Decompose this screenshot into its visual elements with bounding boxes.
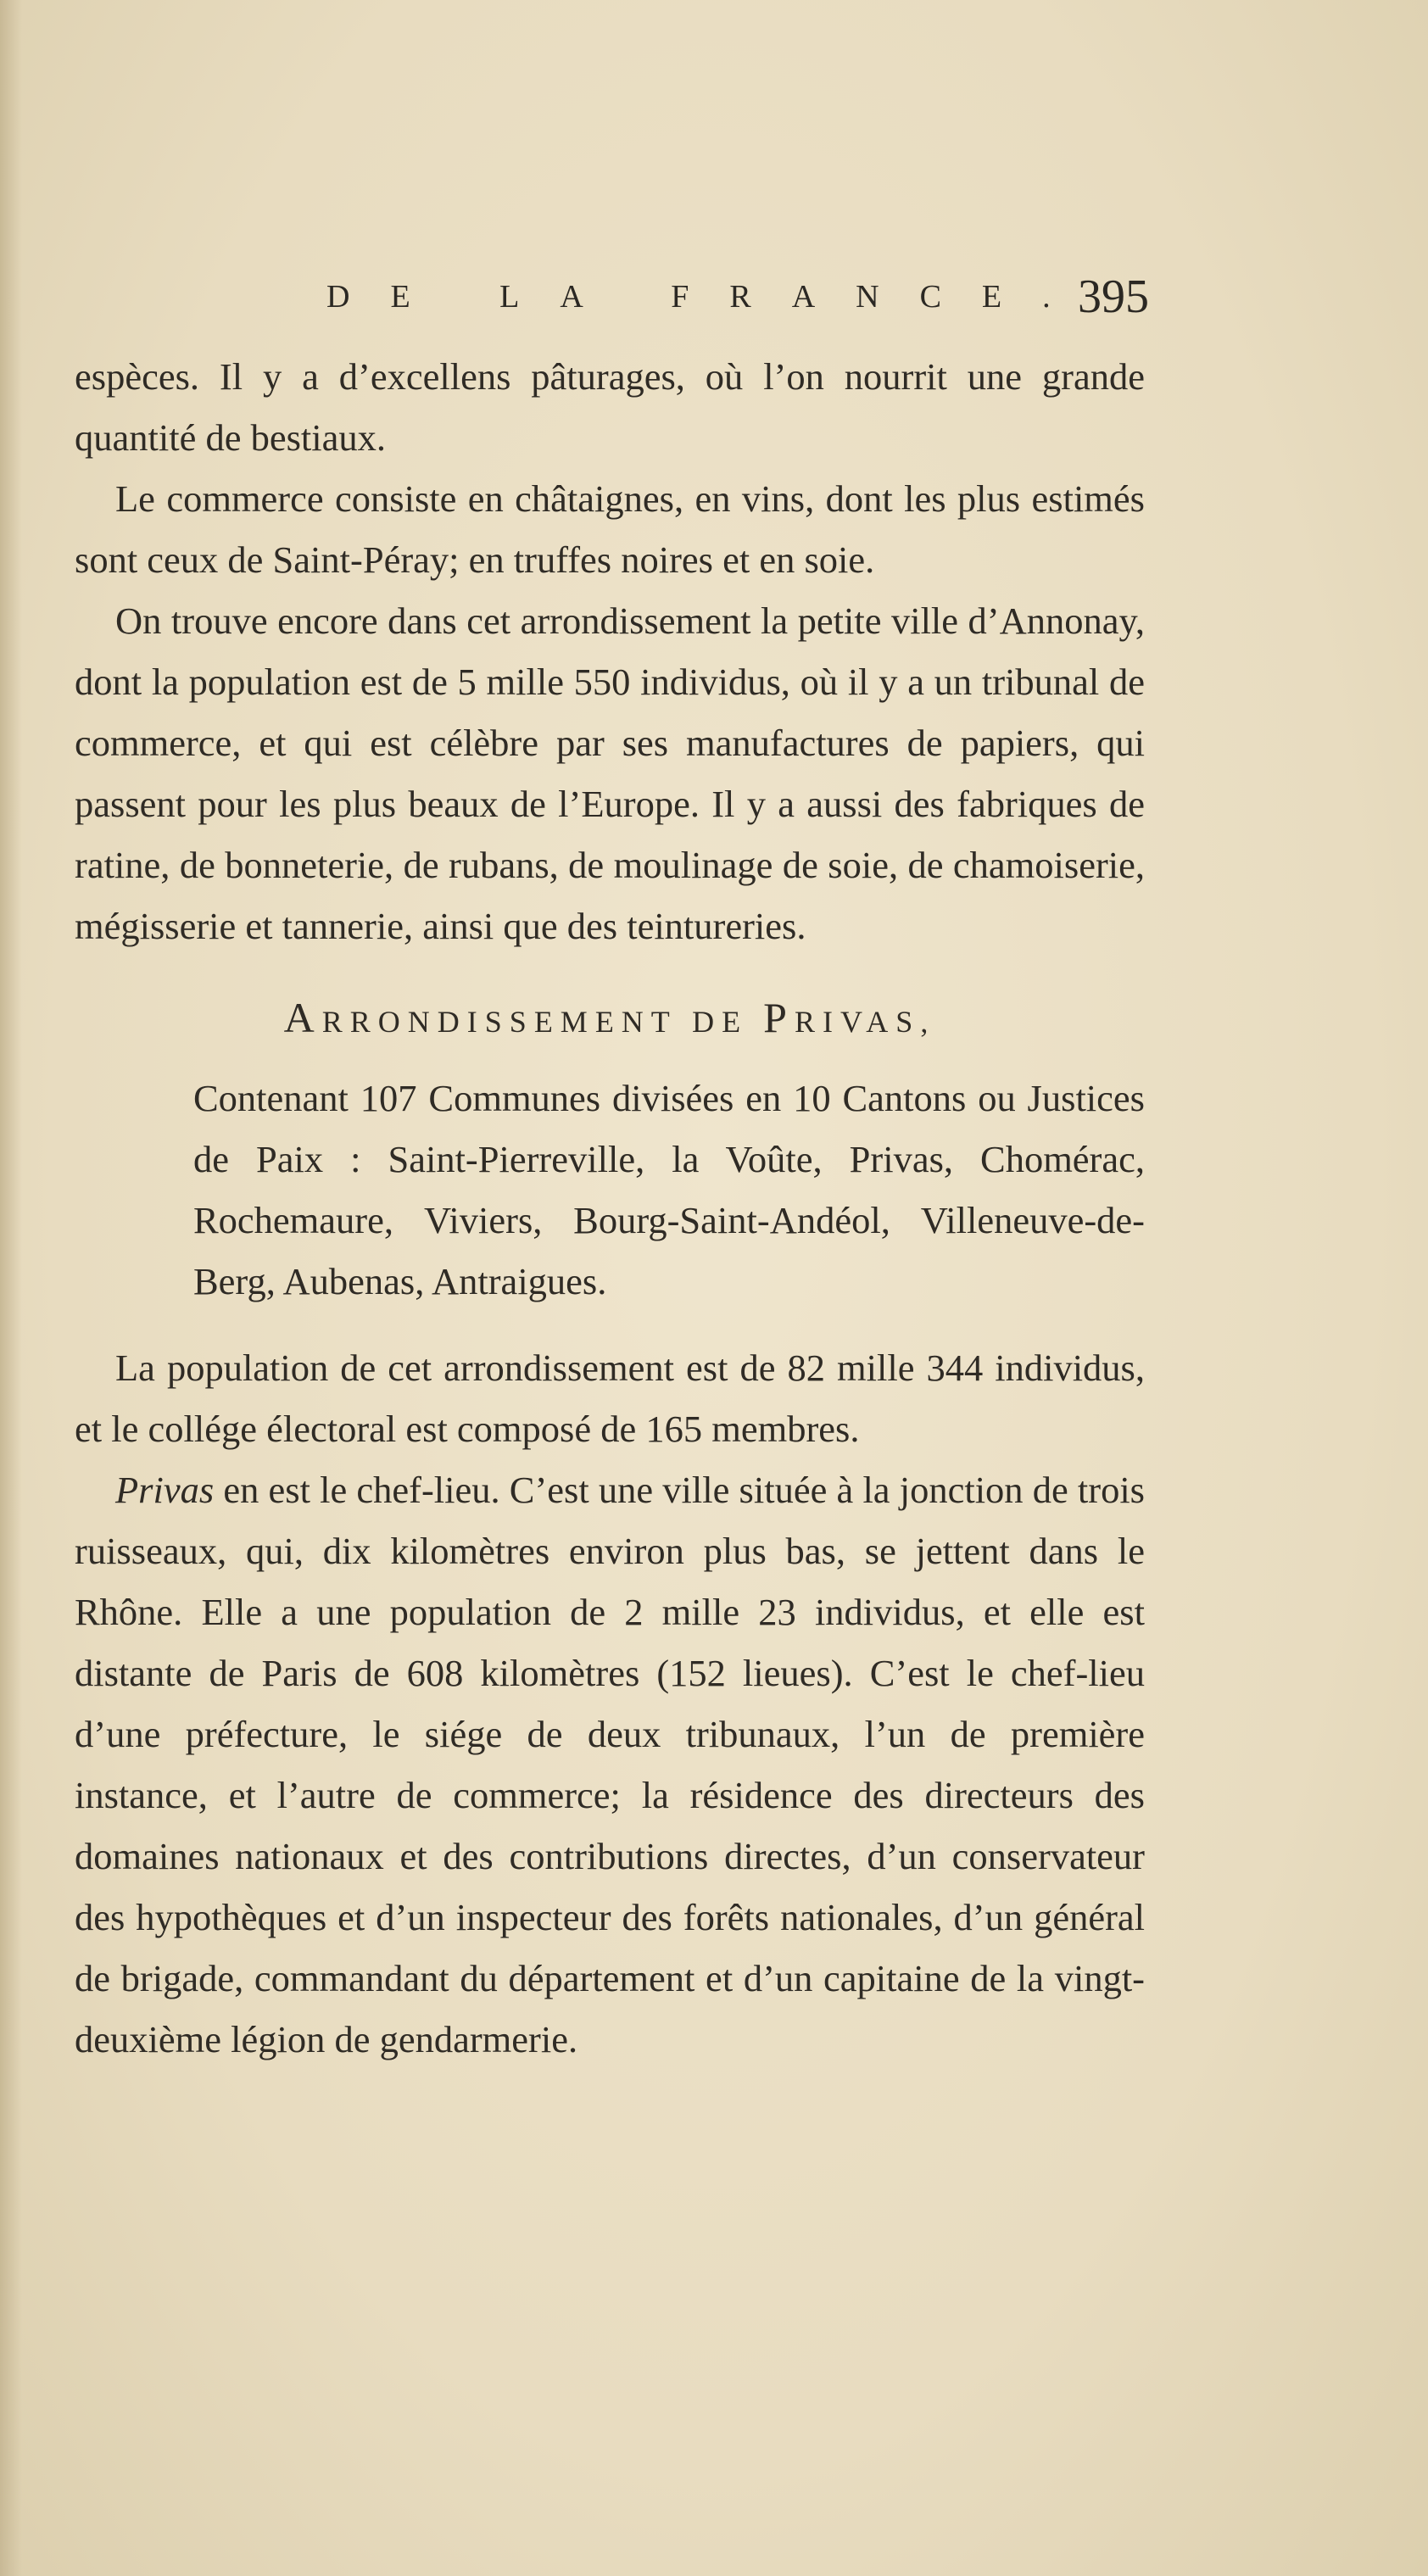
privas-text: en est le chef-lieu. C’est une ville située à la jonction de trois ruisseaux, qui, dix kilomètres environ plus bas, se jettent dans le Rhône. Elle a une population de 2 mille 23 individus, et elle est distante de Paris de 608 kilomètres (152 lieues). C’est le chef-lieu d’une préfecture, le siége de deux tribunaux, l’un de première instance, et l’autre de commerce; la résidence des directeurs des domaines nationaux et des contributions directes, d’un conservateur des hypothèques et d’un inspecteur des forêts nationales, d’un général de brigade, commandant du département et d’un capitaine de la vingt-deuxième légion de gendarmerie. xyxy=(75,1469,1145,2060)
page-edge-shadow xyxy=(0,0,22,2576)
heading-cap-a: A xyxy=(283,994,322,1041)
paragraph-cantons: Contenant 107 Communes divisées en 10 Cantons ou Justices de Paix : Saint-Pierreville, la Voûte, Privas, Chomérac, Rochemaure, Viviers, Bourg-Saint-Andéol, Villeneuve-de-Berg, Aubenas, Antraigues. xyxy=(193,1077,1145,1302)
heading-text-2: RIVAS, xyxy=(794,1005,936,1039)
running-title: DE LA FRANCE. xyxy=(326,279,1091,315)
heading-text-1: RRONDISSEMENT DE xyxy=(321,1005,764,1039)
paragraph-2: Le commerce consiste en châtaignes, en vins, dont les plus estimés sont ceux de Saint-Péray; en truffes noires et en soie. xyxy=(75,477,1145,581)
paragraph-population: La population de cet arrondissement est de 82 mille 344 individus, et le collége électoral est composé de 165 membres. xyxy=(75,1347,1145,1450)
page-header xyxy=(326,270,1149,337)
paragraph-privas xyxy=(75,1459,1145,2070)
privas-italic: Privas xyxy=(115,1469,215,1511)
heading-cap-p: P xyxy=(763,994,795,1041)
body-text xyxy=(75,346,1145,2070)
paragraph-3: On trouve encore dans cet arrondissement la petite ville d’Annonay, dont la population est de 5 mille 550 individus, où il y a un tribunal de commerce, et qui est célèbre par ses manufactures de papiers, qui passent pour les plus beaux de l’Europe. Il y a aussi des fabriques de ratine, de bonneterie, de rubans, de moulinage de soie, de chamoiserie, mégisserie et tannerie, ainsi que des teintureries. xyxy=(75,599,1145,947)
page-number: 395 xyxy=(1078,270,1149,323)
section-heading xyxy=(75,956,1145,1068)
paragraph-1: espèces. Il y a d’excellens pâturages, où l’on nourrit une grande quantité de bestiaux. xyxy=(75,355,1145,459)
